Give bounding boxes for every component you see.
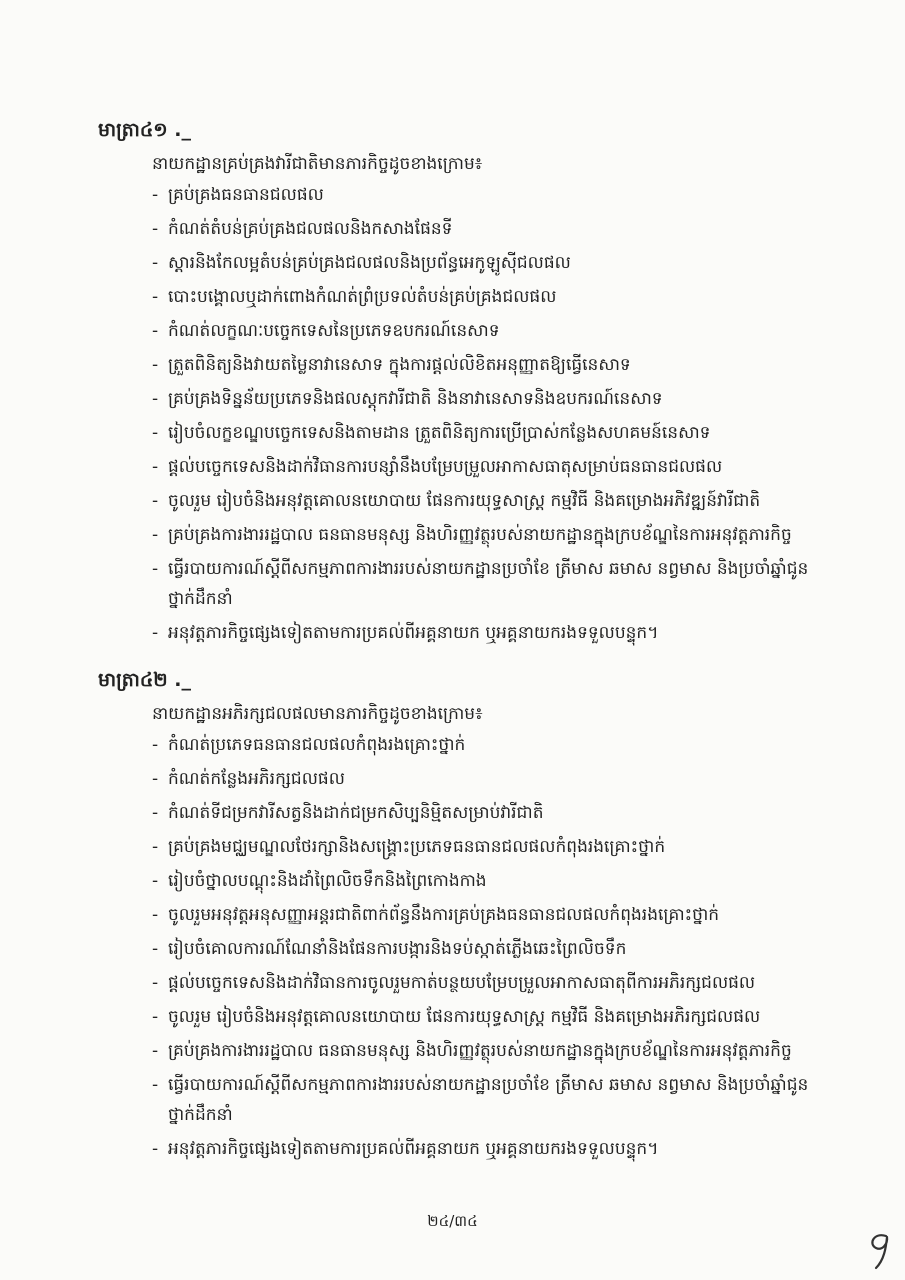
- handwritten-mark-icon: [862, 1228, 898, 1272]
- list-item: [152, 618, 832, 648]
- list-item: [152, 934, 832, 964]
- list-item-text: រៀបចំលក្ខខណ្ឌបច្ចេកទេសនិងតាមដាន ត្រួតពិនិត្យការប្រើប្រាស់កន្លែងសហគមន៍នេសាទ: [168, 423, 711, 443]
- list-item-text: កំណត់តំបន់គ្រប់គ្រងជលផលនិងកសាងផែនទី: [168, 219, 453, 239]
- list-marker: -: [152, 1139, 159, 1159]
- list-marker: -: [152, 1041, 159, 1061]
- list-item-text: រៀបចំគោលការណ៍ណែនាំនិងផែនការបង្ការនិងទប់ស្កាត់ភ្លើងឆេះព្រៃលិចទឹក: [168, 939, 627, 959]
- list-item-text: អនុវត្តភារកិច្ចផ្សេងទៀតតាមការប្រគល់ពីអគ្គនាយក ឬអគ្គនាយករងទទួលបន្ទុក។: [168, 1139, 659, 1159]
- list-item-text: ធ្វើរបាយការណ៍ស្តីពីសកម្មភាពការងាររបស់នាយកដ្ឋានប្រចាំខែ ត្រីមាស ឆមាស នព្វមាស និងប្រចាំឆ្នាំជូនថ្នាក់ដឹកនាំ: [168, 1075, 809, 1125]
- article-42-list: [152, 730, 832, 1168]
- list-marker: -: [152, 525, 159, 545]
- article-42-intro: នាយកដ្ឋានអភិរក្សជលផលមានភារកិច្ចដូចខាងក្រោម៖: [152, 704, 483, 724]
- list-marker: -: [152, 623, 159, 643]
- list-marker: -: [152, 871, 159, 891]
- list-marker: -: [152, 219, 159, 239]
- list-item-text: គ្រប់គ្រងមជ្ឈមណ្ឌលថែរក្សានិងសង្គ្រោះប្រភេទធនធានជលផលកំពុងរងគ្រោះថ្នាក់: [168, 837, 666, 857]
- list-item-text: រៀបចំថ្នាលបណ្តុះនិងដាំព្រៃលិចទឹកនិងព្រៃកោងកាង: [168, 871, 487, 891]
- list-item: [152, 452, 832, 482]
- list-item-text: ត្រួតពិនិត្យនិងវាយតម្លៃនាវានេសាទ ក្នុងការផ្តល់លិខិតអនុញ្ញាតឱ្យធ្វើនេសាទ: [168, 355, 631, 375]
- list-item-text: គ្រប់គ្រងទិន្នន័យប្រភេទនិងផលស្តុកវារីជាតិ និងនាវានេសាទនិងឧបករណ៍នេសាទ: [168, 389, 663, 409]
- list-item: [152, 350, 832, 380]
- list-item-text: ស្តារនិងកែលម្អតំបន់គ្រប់គ្រងជលផលនិងប្រព័ន្ធអេកូឡូស៊ីជលផល: [168, 253, 571, 273]
- list-marker: -: [152, 939, 159, 959]
- list-marker: -: [152, 1007, 159, 1027]
- list-item: [152, 798, 832, 828]
- list-marker: -: [152, 389, 159, 409]
- article-41-list: [152, 180, 832, 652]
- list-item-text: កំណត់ទីជម្រកវារីសត្វនិងដាក់ជម្រកសិប្បនិម្មិតសម្រាប់វារីជាតិ: [168, 803, 544, 823]
- list-item: [152, 316, 832, 346]
- list-marker: -: [152, 803, 159, 823]
- list-item-text: កំណត់ប្រភេទធនធានជលផលកំពុងរងគ្រោះថ្នាក់: [168, 735, 466, 755]
- list-item: [152, 180, 832, 210]
- list-item: [152, 1002, 832, 1032]
- page-number: ២៤/៣៤: [427, 1212, 478, 1230]
- list-item: [152, 384, 832, 414]
- list-item: [152, 900, 832, 930]
- list-marker: -: [152, 321, 159, 341]
- list-item-text: កំណត់លក្ខណៈបច្ចេកទេសនៃប្រភេទឧបករណ៍នេសាទ: [168, 321, 500, 341]
- list-item: [152, 282, 832, 312]
- list-marker: -: [152, 905, 159, 925]
- list-item-text: ធ្វើរបាយការណ៍ស្តីពីសកម្មភាពការងាររបស់នាយកដ្ឋានប្រចាំខែ ត្រីមាស ឆមាស នព្វមាស និងប្រចាំឆ្នាំជូនថ្នាក់ដឹកនាំ: [168, 559, 809, 609]
- list-item: [152, 214, 832, 244]
- article-41-heading: មាត្រា៤១ ._: [98, 119, 192, 141]
- list-marker: -: [152, 769, 159, 789]
- article-41-intro: នាយកដ្ឋានគ្រប់គ្រងវារីជាតិមានភារកិច្ចដូចខាងក្រោម៖: [152, 154, 483, 174]
- list-item: [152, 1036, 832, 1066]
- list-marker: -: [152, 253, 159, 273]
- list-item: [152, 1134, 832, 1164]
- list-item: [152, 764, 832, 794]
- list-item: [152, 1070, 832, 1130]
- list-item: [152, 248, 832, 278]
- list-marker: -: [152, 423, 159, 443]
- list-item-text: ចូលរួមអនុវត្តអនុសញ្ញាអន្តរជាតិពាក់ព័ន្ធនឹងការគ្រប់គ្រងធនធានជលផលកំពុងរងគ្រោះថ្នាក់: [168, 905, 720, 925]
- list-marker: -: [152, 457, 159, 477]
- list-item-text: បោះបង្គោលឬដាក់ពោងកំណត់ព្រំប្រទល់តំបន់គ្រប់គ្រងជលផល: [168, 287, 557, 307]
- list-item-text: កំណត់កន្លែងអភិរក្សជលផល: [168, 769, 345, 789]
- list-marker: -: [152, 559, 159, 579]
- list-item: [152, 832, 832, 862]
- article-42-heading: មាត្រា៤២ ._: [98, 669, 192, 691]
- list-marker: -: [152, 491, 159, 511]
- list-marker: -: [152, 735, 159, 755]
- list-item-text: គ្រប់គ្រងការងាររដ្ឋបាល ធនធានមនុស្ស និងហិរញ្ញវត្ថុរបស់នាយកដ្ឋានក្នុងក្របខ័ណ្ឌនៃការអនុវត្តភារកិច្ច: [168, 1041, 792, 1061]
- list-marker: -: [152, 355, 159, 375]
- list-item-text: ចូលរួម រៀបចំនិងអនុវត្តគោលនយោបាយ ផែនការយុទ្ធសាស្ត្រ កម្មវិធី និងគម្រោងអភិរក្សជលផល: [168, 1007, 761, 1027]
- list-item-text: ផ្តល់បច្ចេកទេសនិងដាក់វិធានការចូលរួមកាត់បន្ថយបម្រែបម្រួលអាកាសធាតុពីការអភិរក្សជលផល: [168, 973, 756, 993]
- list-item: [152, 418, 832, 448]
- list-item: [152, 866, 832, 896]
- list-marker: -: [152, 185, 159, 205]
- list-item: [152, 554, 832, 614]
- list-item-text: ចូលរួម រៀបចំនិងអនុវត្តគោលនយោបាយ ផែនការយុទ្ធសាស្ត្រ កម្មវិធី និងគម្រោងអភិវឌ្ឍន៍វារីជាតិ: [168, 491, 761, 511]
- list-marker: -: [152, 1075, 159, 1095]
- list-item-text: ផ្តល់បច្ចេកទេសនិងដាក់វិធានការបន្សាំនឹងបម្រែបម្រួលអាកាសធាតុសម្រាប់ធនធានជលផល: [168, 457, 723, 477]
- list-item: [152, 520, 832, 550]
- list-item: [152, 486, 832, 516]
- list-item-text: គ្រប់គ្រងធនធានជលផល: [168, 185, 324, 205]
- list-item-text: គ្រប់គ្រងការងាររដ្ឋបាល ធនធានមនុស្ស និងហិរញ្ញវត្ថុរបស់នាយកដ្ឋានក្នុងក្របខ័ណ្ឌនៃការអនុវត្តភារកិច្ច: [168, 525, 792, 545]
- list-item: [152, 968, 832, 998]
- list-item-text: អនុវត្តភារកិច្ចផ្សេងទៀតតាមការប្រគល់ពីអគ្គនាយក ឬអគ្គនាយករងទទួលបន្ទុក។: [168, 623, 659, 643]
- list-marker: -: [152, 973, 159, 993]
- list-item: [152, 730, 832, 760]
- list-marker: -: [152, 837, 159, 857]
- list-marker: -: [152, 287, 159, 307]
